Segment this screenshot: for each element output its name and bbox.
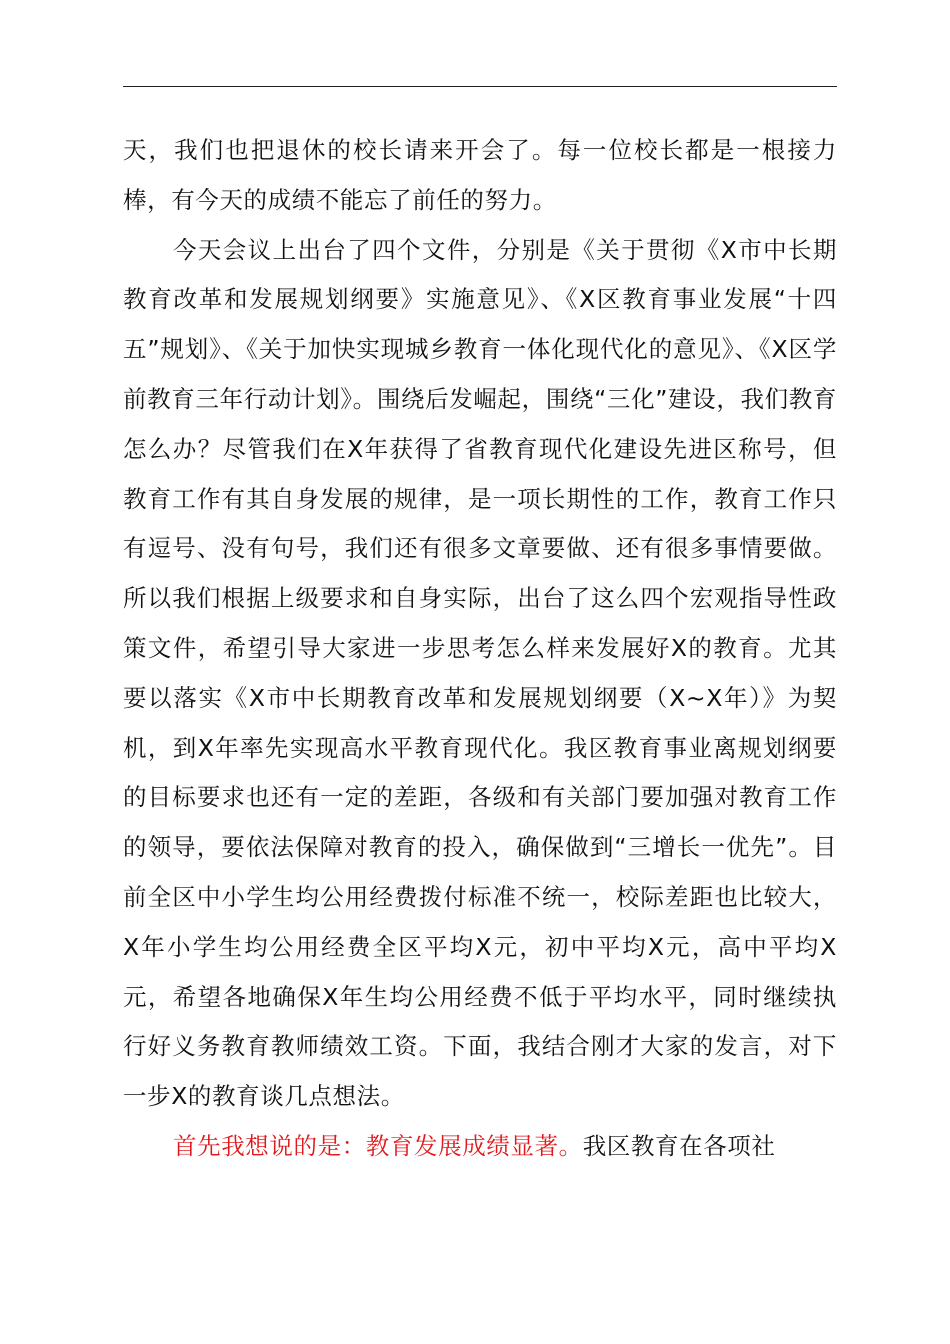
document-body [123, 126, 837, 1172]
paragraph-text: 今天会议上出台了四个文件，分别是《关于贯彻《X市中长期教育改革和发展规划纲要》实施意见》、《X区教育事业发展“十四五”规划》、《关于加快实现城乡教育一体化现代化的意见》、《X区学前教育三年行动计划》。围绕后发崛起，围绕“三化”建设，我们教育怎么办？尽管我们在X年获得了省教育现代化建设先进区称号，但教育工作有其自身发展的规律，是一项长期性的工作，教育工作只有逗号、没有句号，我们还有很多文章要做、还有很多事情要做。所以我们根据上级要求和自身实际，出台了这么四个宏观指导性政策文件，希望引导大家进一步思考怎么样来发展好X的教育。尤其要以落实《X市中长期教育改革和发展规划纲要（X~X年）》为契机，到X年率先实现高水平教育现代化。我区教育事业离规划纲要的目标要求也还有一定的差距，各级和有关部门要加强对教育工作的领导，要依法保障对教育的投入，确保做到“三增长一优先”。目前全区中小学生均公用经费拨付标准不统一，校际差距也比较大，X年小学生均公用经费全区平均X元，初中平均X元，高中平均X元，希望各地确保X年生均公用经费不低于平均水平，同时继续执行好义务教育教师绩效工资。下面，我结合刚才大家的发言，对下一步X的教育谈几点想法。 [123, 235, 837, 1111]
paragraph-documents [123, 226, 837, 1122]
paragraph-text: 我区教育在各项社 [582, 1131, 776, 1160]
paragraph-achievements [123, 1122, 837, 1172]
header-rule [123, 86, 837, 87]
highlighted-heading: 首先我想说的是：教育发展成绩显著。 [173, 1131, 583, 1160]
paragraph-continuation [123, 126, 837, 226]
paragraph-text: 天，我们也把退休的校长请来开会了。每一位校长都是一根接力棒，有今天的成绩不能忘了前任的努力。 [123, 136, 837, 214]
